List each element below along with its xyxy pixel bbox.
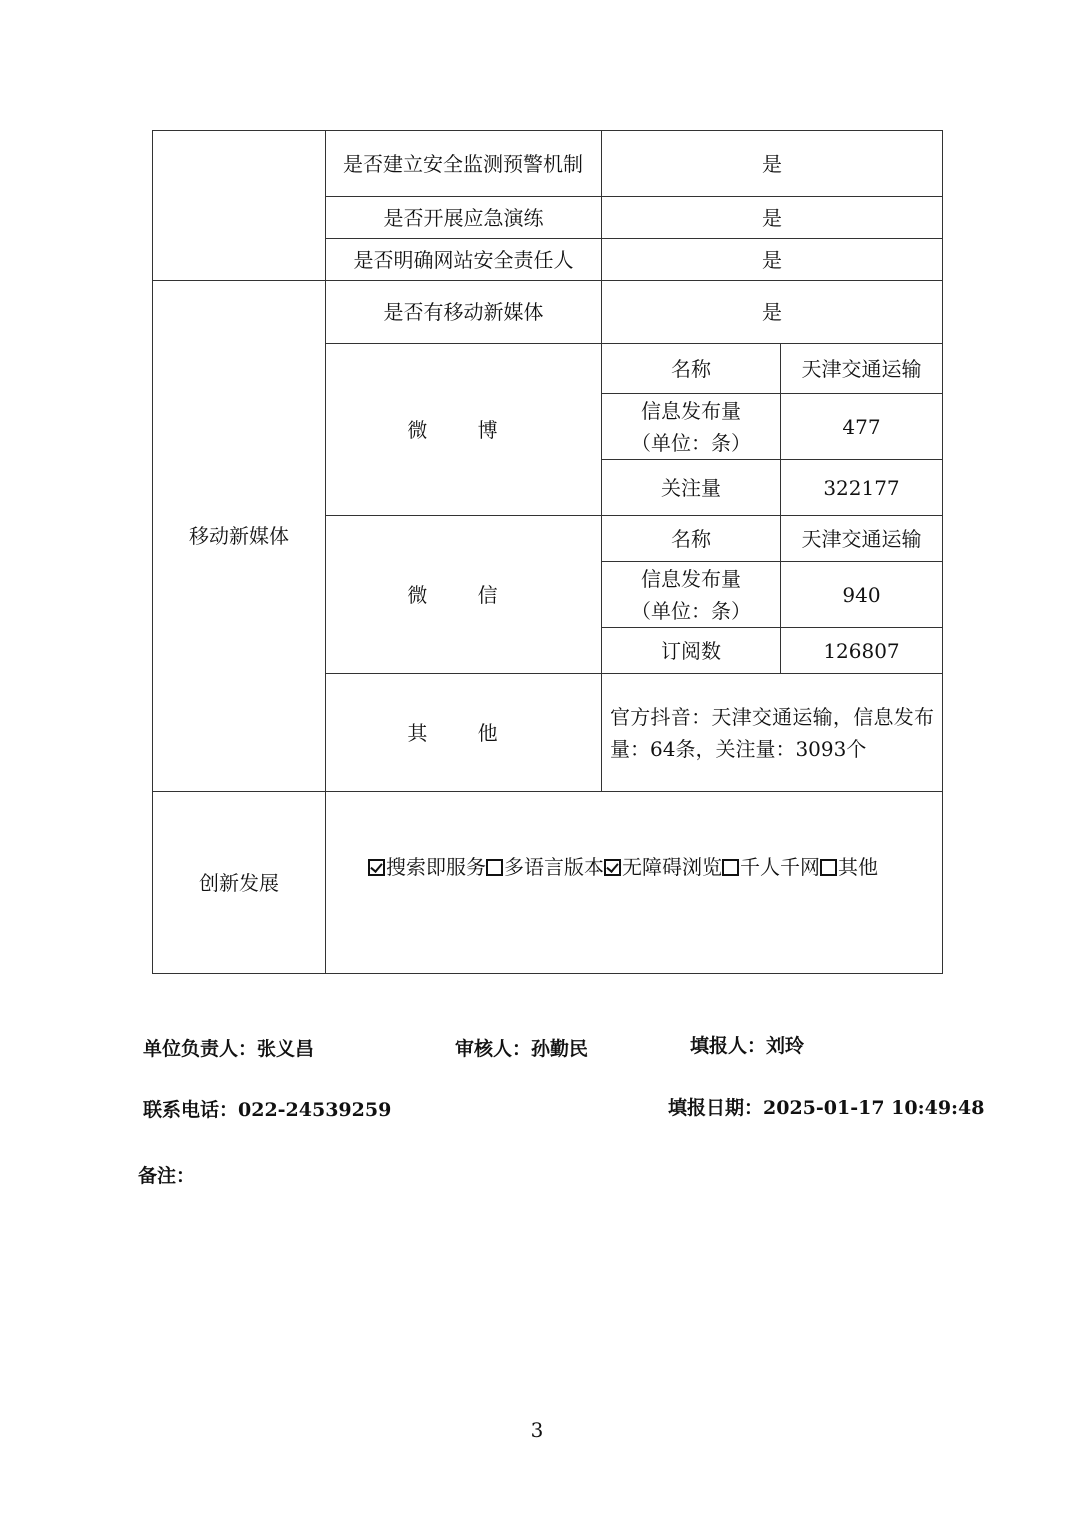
option-other: 其他 <box>838 855 878 879</box>
weibo-label: 微 博 <box>407 417 520 442</box>
option-multilingual: 多语言版本 <box>504 855 604 879</box>
wechat-subscribers-value: 126807 <box>823 638 900 663</box>
checkbox-checked-icon[interactable] <box>604 859 621 876</box>
monitoring-value: 是 <box>762 151 782 176</box>
wechat-name-value: 天津交通运输 <box>801 526 922 551</box>
reviewer: 审核人：孙勤民 <box>455 1038 589 1060</box>
other-media-label: 其 他 <box>407 720 520 745</box>
weibo-followers-label: 关注量 <box>661 475 721 500</box>
wechat-posts-value: 940 <box>842 582 881 607</box>
wechat-label: 微 信 <box>407 582 520 607</box>
wechat-subscribers-label: 订阅数 <box>661 638 721 663</box>
weibo-name-label: 名称 <box>671 356 711 381</box>
option-personalized: 千人千网 <box>740 855 820 879</box>
wechat-posts-label: 信息发布量（单位：条） <box>631 566 751 623</box>
weibo-followers-value: 322177 <box>823 475 900 500</box>
weibo-name-value: 天津交通运输 <box>801 356 922 381</box>
option-search-service: 搜索即服务 <box>386 855 486 879</box>
new-media-section-label: 移动新媒体 <box>189 524 289 548</box>
weibo-posts-value: 477 <box>842 414 881 439</box>
wechat-name-label: 名称 <box>671 526 711 551</box>
table-border-bottom <box>152 973 943 974</box>
drill-value: 是 <box>762 205 782 230</box>
fill-date: 填报日期：2025-01-17 10:49:48 <box>668 1097 985 1119</box>
checkbox-checked-icon[interactable] <box>368 859 385 876</box>
table-border-right <box>942 130 943 974</box>
owner-value: 是 <box>762 247 782 272</box>
option-accessibility: 无障碍浏览 <box>622 855 722 879</box>
innovation-label: 创新发展 <box>199 870 279 895</box>
page-number: 3 <box>530 1418 544 1442</box>
has-media-label: 是否有移动新媒体 <box>383 300 544 324</box>
has-media-value: 是 <box>762 300 782 324</box>
checkbox-empty-icon[interactable] <box>486 859 503 876</box>
weibo-posts-label: 信息发布量（单位：条） <box>631 398 751 455</box>
drill-label: 是否开展应急演练 <box>383 205 544 230</box>
monitoring-label: 是否建立安全监测预警机制 <box>343 151 583 176</box>
other-media-value: 官方抖音：天津交通运输，信息发布量：64条，关注量：3093个 <box>610 704 934 761</box>
innovation-options <box>368 852 878 882</box>
checkbox-empty-icon[interactable] <box>820 859 837 876</box>
checkbox-empty-icon[interactable] <box>722 859 739 876</box>
filler: 填报人：刘玲 <box>690 1035 805 1057</box>
remarks: 备注： <box>138 1165 196 1187</box>
unit-head: 单位负责人：张义昌 <box>143 1038 315 1060</box>
contact-phone: 联系电话：022-24539259 <box>143 1099 392 1121</box>
owner-label: 是否明确网站安全责任人 <box>353 247 574 272</box>
